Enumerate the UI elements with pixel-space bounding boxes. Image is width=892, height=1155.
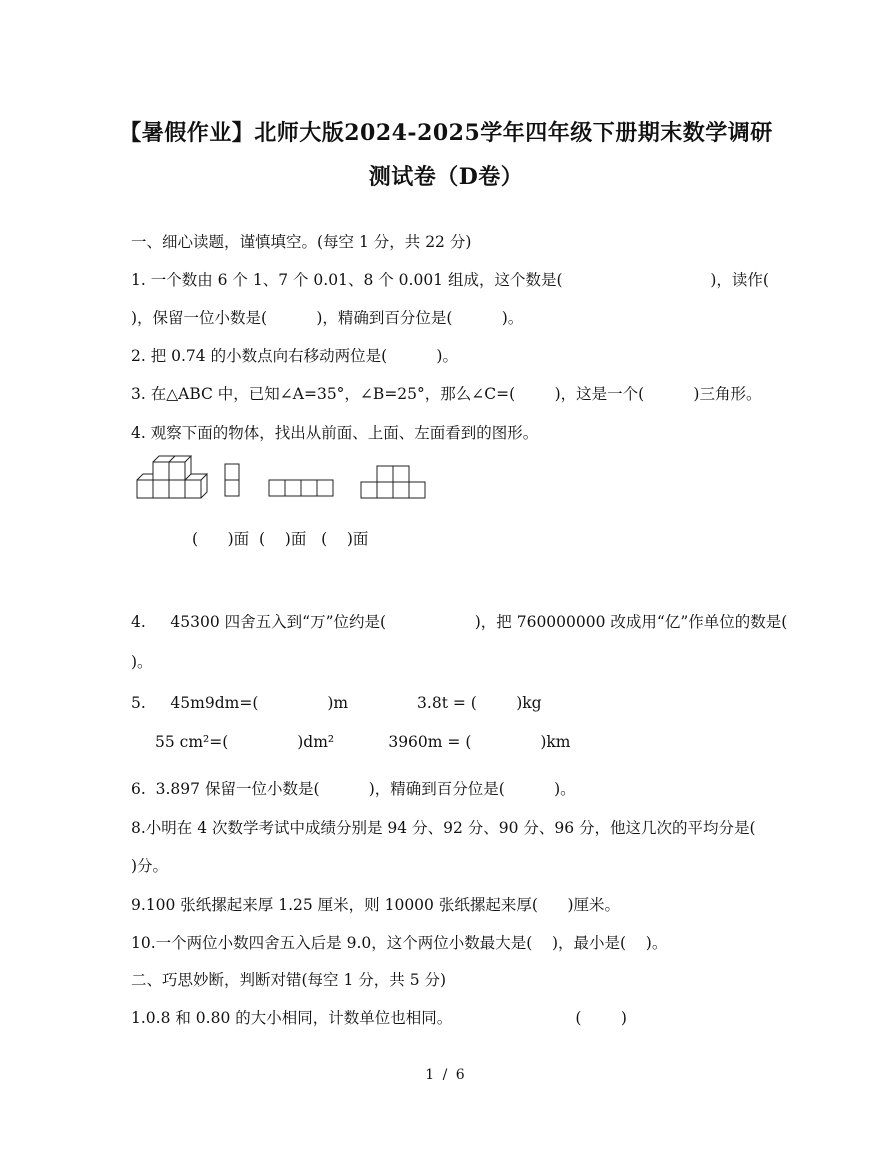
question-9: 9.100 张纸摞起来厚 1.25 厘米，则 10000 张纸摞起来厚( )厘米。: [131, 896, 620, 914]
document-title-line-1: 【暑假作业】北师大版2024-2025学年四年级下册期末数学调研: [119, 120, 773, 146]
question-10: 10.一个两位小数四舍五入后是 9.0，这个两位小数最大是( )，最小是( )。: [131, 934, 668, 952]
judge-question-1: 1.0.8 和 0.80 的大小相同，计数单位也相同。 ( ): [131, 1009, 627, 1027]
front-view-drawing: [225, 464, 239, 496]
section-1-heading: 一、细心读题，谨慎填空。(每空 1 分，共 22 分): [131, 233, 472, 251]
question-4-answer-blanks: ( )面 ( )面 ( )面: [192, 530, 369, 548]
question-8-line-2: )分。: [131, 857, 169, 875]
question-1-line-2: )，保留一位小数是( )，精确到百分位是( )。: [131, 309, 524, 327]
cube-views-figure: [133, 452, 433, 507]
page-number: 1 / 6: [425, 1067, 467, 1083]
top-view-drawing: [269, 480, 333, 496]
question-5-line-1: 5. 45m9dm=( )m 3.8t = ( )kg: [131, 694, 542, 712]
left-view-drawing: [361, 466, 425, 498]
question-2: 2. 把 0.74 的小数点向右移动两位是( )。: [131, 347, 458, 365]
question-8-line-1: 8.小明在 4 次数学考试中成绩分别是 94 分、92 分、90 分、96 分，他这几次的平均分是(: [131, 819, 756, 837]
section-2-heading: 二、巧思妙断，判断对错(每空 1 分，共 5 分): [131, 971, 447, 989]
question-4b-line-2: )。: [131, 653, 153, 671]
question-4b-line-1: 4. 45300 四舍五入到“万”位约是( )，把 760000000 改成用“亿”作单位的数是(: [131, 613, 788, 631]
cube-stack-drawing: [137, 456, 207, 498]
question-3: 3. 在△ABC 中，已知∠A=35°，∠B=25°，那么∠C=( )，这是一个( )三角形。: [131, 385, 762, 403]
question-4-observe: 4. 观察下面的物体，找出从前面、上面、左面看到的图形。: [131, 424, 539, 442]
question-1-line-1: 1. 一个数由 6 个 1、7 个 0.01、8 个 0.001 组成，这个数是( )，读作(: [131, 271, 769, 289]
question-5-line-2: 55 cm²=( )dm² 3960m = ( )km: [155, 733, 571, 751]
question-6: 6. 3.897 保留一位小数是( )，精确到百分位是( )。: [131, 780, 576, 798]
document-title-line-2: 测试卷（D卷）: [368, 164, 524, 190]
